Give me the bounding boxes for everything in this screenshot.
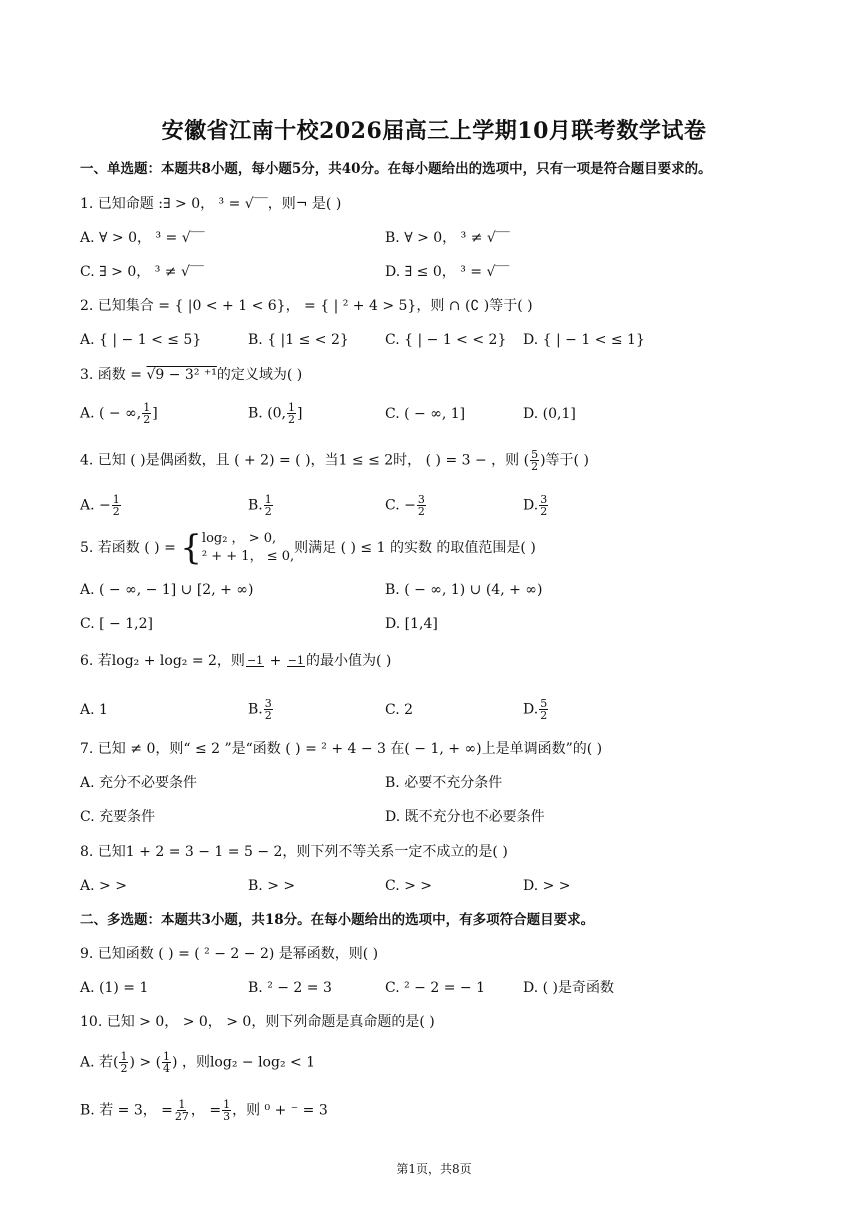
question-5-option-c[interactable]: C. [ − 1,2] [80, 616, 153, 632]
question-5-option-a[interactable]: A. ( − ∞, − 1] ∪ [2, + ∞) [80, 582, 254, 598]
q10a-post: ) ，则log₂ − log₂ < 1 [172, 1054, 316, 1071]
page-title: 安徽省江南十校2026届高三上学期10月联考数学试卷 [161, 118, 707, 144]
q3a-pre: A. ( − ∞, [80, 405, 142, 422]
q6b-pre: B. [248, 701, 263, 718]
q6-stem-pre: 6. 若log₂ + log₂ = 2，则 [80, 653, 245, 669]
q3b-den: 2 [288, 413, 296, 426]
question-1-option-a[interactable]: A. ∀ > 0， ³ = √‾‾ [80, 230, 205, 246]
question-6-option-d[interactable] [523, 698, 549, 721]
q10b-d2: 3 [223, 1110, 231, 1123]
q4a-fraction [112, 494, 121, 517]
q4c-num: 3 [417, 493, 425, 506]
q4b-fraction [264, 494, 273, 517]
question-2-option-d[interactable]: D. { | − 1 < ≤ 1} [523, 332, 645, 348]
question-8-option-c[interactable]: C. > > [385, 878, 433, 894]
q3b-fraction [287, 402, 296, 425]
question-6-option-a[interactable]: A. 1 [80, 702, 108, 718]
q4c-fraction [417, 494, 426, 517]
q10a-fraction-1 [119, 1051, 128, 1074]
question-6-option-b[interactable] [248, 698, 274, 721]
q4-stem-pre: 4. 已知 ( )是偶函数，且 ( + 2) = ( )，当1 ≤ ≤ 2时， ( ) = 3 − ，则 ( [80, 452, 530, 469]
question-5-option-b[interactable]: B. ( − ∞, 1) ∪ (4, + ∞) [385, 582, 543, 598]
question-7-option-d[interactable]: D. 既不充分也不必要条件 [385, 809, 545, 825]
q3-radical: √9 − 3² ⁺¹ [146, 367, 217, 383]
q6d-den: 2 [540, 709, 548, 722]
q4a-num: 1 [112, 493, 120, 506]
question-8-stem: 8. 已知1 + 2 = 3 − 1 = 5 − 2，则下列不等关系一定不成立的是( ) [80, 844, 508, 860]
q6d-pre: D. [523, 701, 539, 718]
question-6-stem [80, 652, 391, 670]
section-multi-choice-header: 二、多选题：本题共3小题，共18分。在每小题给出的选项中，有多项符合题目要求。 [80, 912, 595, 928]
q6-f2-num: −1 [287, 654, 305, 667]
q3a-post: ] [152, 405, 158, 422]
q10b-post: ，则 ⁰ + ⁻ = 3 [232, 1102, 328, 1119]
page-footer: 第1页，共8页 [396, 1162, 472, 1176]
q3a-num: 1 [143, 401, 151, 414]
question-4-stem [80, 449, 589, 472]
q3b-pre: B. (0, [248, 405, 287, 422]
question-9-option-d[interactable]: D. ( )是奇函数 [523, 980, 614, 996]
q6-plus: + [265, 653, 286, 669]
question-9-stem: 9. 已知函数 ( ) = ( ² − 2 − 2) 是幂函数，则( ) [80, 946, 379, 962]
q10a-mid: ) > ( [129, 1054, 162, 1071]
q4d-pre: D. [523, 497, 539, 514]
question-1-stem: 1. 已知命题 :∃ > 0， ³ = √‾‾，则¬ 是( ) [80, 196, 342, 212]
question-9-option-c[interactable]: C. ² − 2 = − 1 [385, 980, 485, 996]
question-4-option-a[interactable] [80, 494, 122, 517]
piecewise-cases [202, 530, 294, 566]
question-7-option-b[interactable]: B. 必要不充分条件 [385, 775, 503, 791]
question-2-option-c[interactable]: C. { | − 1 < < 2} [385, 332, 507, 348]
q6-fraction-1 [246, 655, 264, 667]
question-4-option-b[interactable] [248, 494, 274, 517]
q4d-den: 2 [540, 505, 548, 518]
q4b-pre: B. [248, 497, 263, 514]
question-7-option-c[interactable]: C. 充要条件 [80, 809, 156, 825]
question-5-option-d[interactable]: D. [1,4] [385, 616, 438, 632]
question-1-option-b[interactable]: B. ∀ > 0， ³ ≠ √‾‾ [385, 230, 510, 246]
q3a-fraction [142, 402, 151, 425]
q6b-fraction [264, 698, 273, 721]
question-2-option-b[interactable]: B. { |1 ≤ < 2} [248, 332, 349, 348]
q5-stem-post: 则满足 ( ) ≤ 1 的实数 的取值范围是( ) [294, 540, 536, 556]
question-10-option-b[interactable] [80, 1099, 328, 1122]
question-3-option-a[interactable] [80, 402, 158, 425]
question-3-option-b[interactable] [248, 402, 302, 425]
q5-case-1: log₂ ， > 0, [201, 531, 277, 546]
q10a-fraction-2 [162, 1051, 171, 1074]
q3a-den: 2 [143, 413, 151, 426]
q5-stem-pre: 5. 若函数 ( ) = [80, 540, 181, 556]
q4d-fraction [539, 494, 548, 517]
q3-stem-post: 的定义域为( ) [216, 367, 303, 383]
question-7-option-a[interactable]: A. 充分不必要条件 [80, 775, 198, 791]
q10b-d1: 27 [174, 1110, 189, 1123]
q10a-n2: 1 [163, 1050, 171, 1063]
q4-num: 5 [531, 448, 539, 461]
question-10-stem: 10. 已知 > 0， > 0， > 0，则下列命题是真命题的是( ) [80, 1014, 435, 1030]
q4-fraction [530, 449, 539, 472]
q6d-fraction [539, 698, 548, 721]
q10a-n1: 1 [120, 1050, 128, 1063]
question-1-option-d[interactable]: D. ∃ ≤ 0， ³ = √‾‾ [385, 264, 510, 280]
q6d-num: 5 [540, 697, 548, 710]
question-1-option-c[interactable]: C. ∃ > 0， ³ ≠ √‾‾ [80, 264, 204, 280]
q3b-post: ] [297, 405, 303, 422]
question-8-option-a[interactable]: A. > > [80, 878, 127, 894]
question-6-option-c[interactable]: C. 2 [385, 702, 414, 718]
q4b-den: 2 [264, 505, 272, 518]
question-4-option-c[interactable] [385, 494, 427, 517]
question-8-option-b[interactable]: B. > > [248, 878, 296, 894]
q10b-n2: 1 [223, 1098, 231, 1111]
q4-den: 2 [531, 460, 539, 473]
question-3-stem [80, 366, 302, 384]
q6-f1-num: −1 [246, 654, 264, 667]
q6b-num: 3 [264, 697, 272, 710]
q4b-num: 1 [264, 493, 272, 506]
q10b-n1: 1 [178, 1098, 186, 1111]
q4c-den: 2 [417, 505, 425, 518]
q10b-pre: B. 若 = 3， = [80, 1102, 173, 1119]
question-8-option-d[interactable]: D. > > [523, 878, 571, 894]
question-10-option-a[interactable] [80, 1051, 315, 1074]
q6-stem-post: 的最小值为( ) [306, 653, 392, 669]
q10b-fraction-2 [222, 1099, 231, 1122]
q4a-den: 2 [112, 505, 120, 518]
q10a-d1: 2 [120, 1062, 128, 1075]
question-2-stem: 2. 已知集合 = { |0 < + 1 < 6}， = { | ² + 4 > 5}，则 ∩ (∁ )等于( ) [80, 298, 533, 314]
question-3-option-c[interactable]: C. ( − ∞, 1] [385, 406, 466, 422]
q3b-num: 1 [288, 401, 296, 414]
question-4-option-d[interactable] [523, 494, 549, 517]
section-single-choice-header: 一、单选题：本题共8小题，每小题5分，共40分。在每小题给出的选项中，只有一项是符合题目要求的。 [80, 161, 712, 177]
question-5-stem [80, 530, 536, 566]
question-3-option-d[interactable]: D. (0,1] [523, 406, 576, 422]
q6-fraction-2 [287, 655, 305, 667]
q6b-den: 2 [264, 709, 272, 722]
q3-stem-pre: 3. 函数 = [80, 367, 147, 383]
q4d-num: 3 [540, 493, 548, 506]
q10a-pre: A. 若( [80, 1054, 119, 1071]
q10a-d2: 4 [163, 1062, 171, 1075]
q4a-pre: A. − [80, 497, 111, 514]
question-7-stem: 7. 已知 ≠ 0，则“ ≤ 2 ”是“函数 ( ) = ² + 4 − 3 在( − 1, + ∞)上是单调函数”的( ) [80, 741, 603, 757]
q10b-mid: ， = [190, 1102, 222, 1119]
q4c-pre: C. − [385, 497, 416, 514]
question-9-option-a[interactable]: A. (1) = 1 [80, 980, 149, 996]
question-9-option-b[interactable]: B. ² − 2 = 3 [248, 980, 332, 996]
question-2-option-a[interactable]: A. { | − 1 < ≤ 5} [80, 332, 202, 348]
q5-case-2: ² + + 1， ≤ 0, [201, 549, 295, 564]
q10b-fraction-1 [174, 1099, 190, 1122]
q4-stem-post: )等于( ) [540, 452, 589, 469]
piecewise-brace: { [180, 528, 202, 568]
